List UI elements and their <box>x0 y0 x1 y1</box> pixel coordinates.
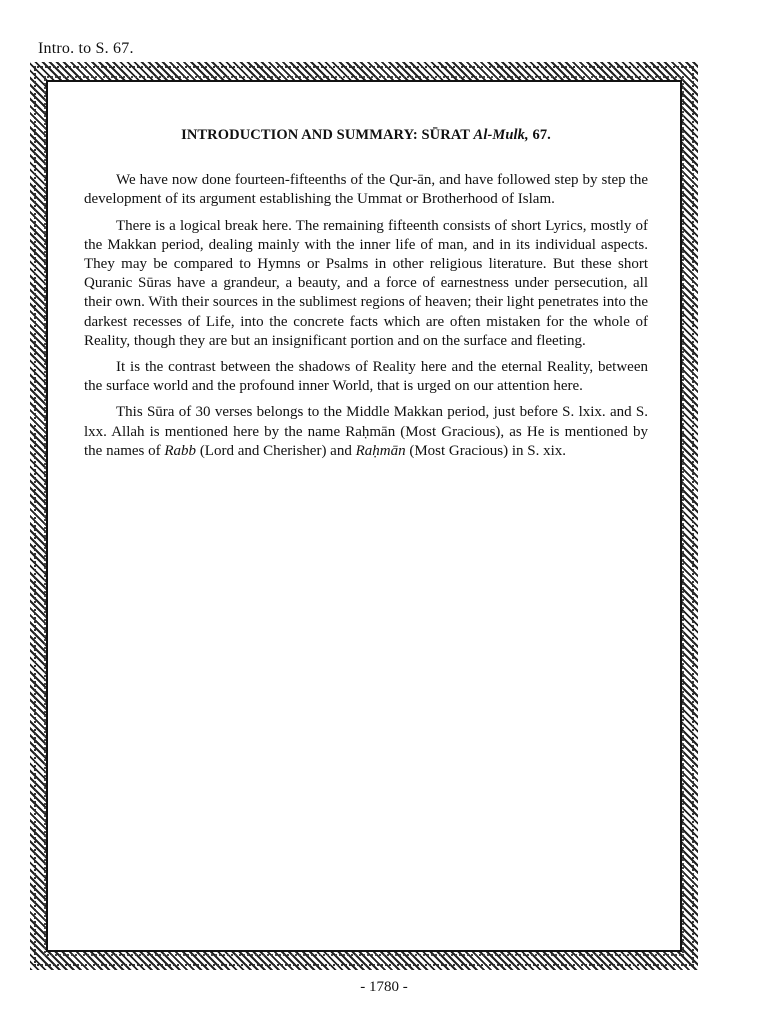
introduction-body <box>84 126 648 468</box>
paragraph-4-part-c: (Most Gracious) in S. xix. <box>405 442 567 459</box>
paragraph-2: There is a logical break here. The remaining fifteenth consists of short Lyrics, mostly of the Makkan period, dealing mainly with the inner life of man, and in its individual aspects. They may be compared to Hymns or Psalms in other religious literature. But these short Quranic Sūras have a grandeur, a beauty, and a force of earnestness under persecution, all their own. With their sources in the sublimest regions of heaven; their light penetrates into the darkest recesses of Life, into the concrete facts which are often mistaken for the whole of Reality, though they are but an insignificant portion and on the surface and fleeting. <box>84 217 648 349</box>
title-surah-name: Al-Mulk, <box>473 127 529 143</box>
paragraph-4-part-a: This Sūra of 30 verses belongs to the Middle Makkan period, just before S. lxix. and S. lxx. Allah is mentioned here by the name Raḥmān (Most Gracious), as He is mentioned by the names of <box>84 404 648 459</box>
page-number: - 1780 - <box>360 979 408 995</box>
paragraph-3: It is the contrast between the shadows of Reality here and the eternal Reality, between the surface world and the profound inner World, that is urged on our attention here. <box>84 359 648 395</box>
paragraph-1: We have now done fourteen-fifteenths of the Qur-ān, and have followed step by step the development of its argument establishing the Ummat or Brotherhood of Islam. <box>84 172 648 208</box>
paragraph-4-italic-rahman: Raḥmān <box>355 442 406 459</box>
text-panel <box>46 80 682 952</box>
title-prefix: INTRODUCTION AND SUMMARY: SŪRAT <box>181 127 474 143</box>
title-suffix: 67. <box>528 127 551 143</box>
surah-reference: Intro. to S. 67. <box>38 40 134 57</box>
paragraph-4-part-b: (Lord and Cherisher) and <box>196 442 356 459</box>
page-title <box>84 126 648 145</box>
paragraph-4-italic-rabb: Rabb <box>164 442 197 459</box>
paragraph-4 <box>84 403 648 461</box>
